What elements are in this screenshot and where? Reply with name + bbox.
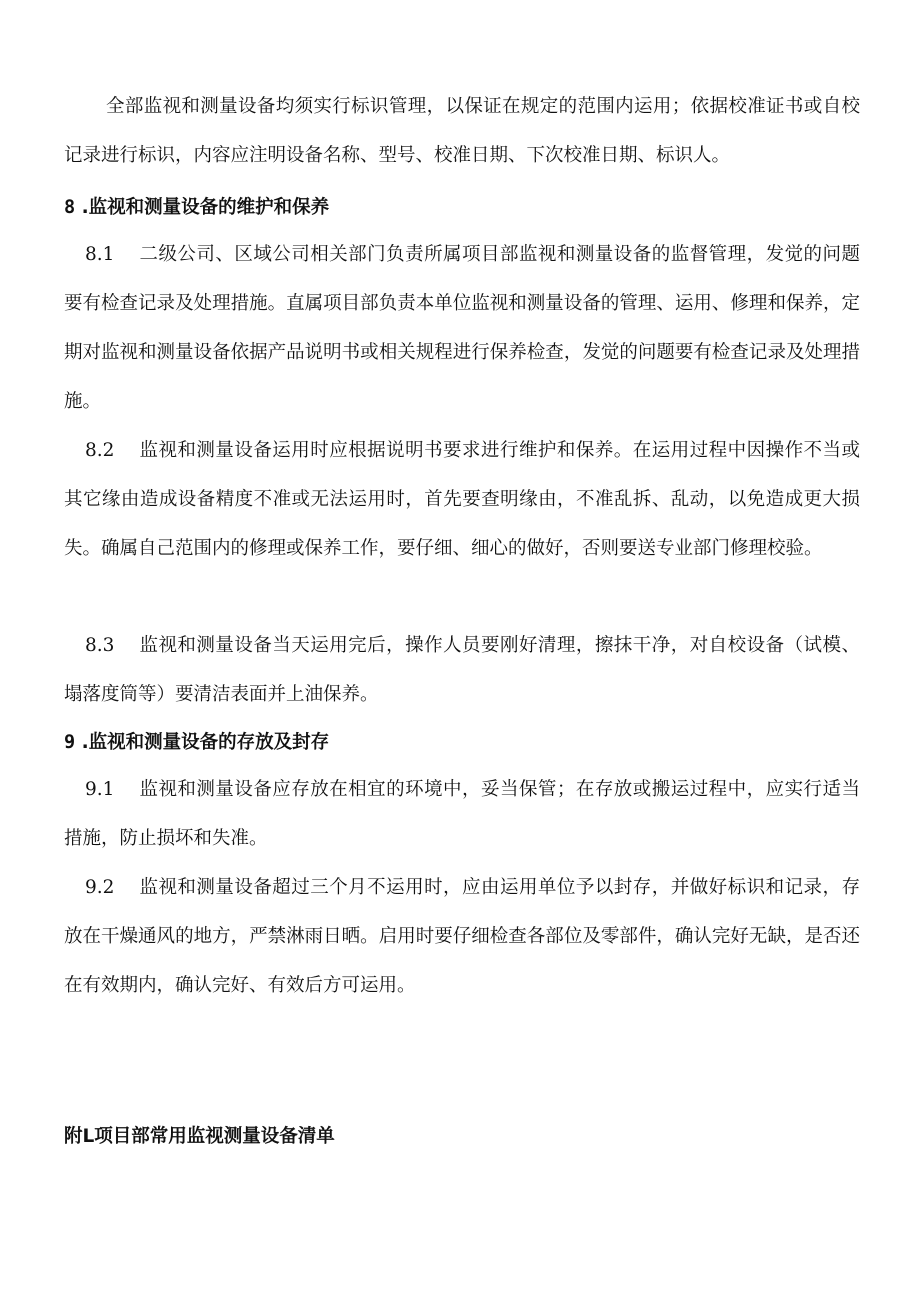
appendix-title: 附L项目部常用监视测量设备清单: [64, 1126, 335, 1147]
clause-9-1-number: 9.1: [85, 779, 115, 800]
clause-9-2: [64, 863, 860, 1010]
clause-8-1-number: 8.1: [85, 244, 115, 265]
clause-8-3-text: 监视和测量设备当天运用完后，操作人员要刚好清理，擦抹干净，对自校设备（试模、塌落度筒等）要清洁表面并上油保养。: [64, 635, 860, 705]
clause-9-1-text: 监视和测量设备应存放在相宜的环境中，妥当保管；在存放或搬运过程中，应实行适当措施，防止损坏和失准。: [64, 779, 860, 849]
clause-8-3-number: 8.3: [85, 635, 115, 656]
section-9-title: .监视和测量设备的存放及封存: [81, 732, 330, 753]
clause-8-1: [64, 230, 860, 426]
clause-8-2: [64, 426, 860, 573]
intro-paragraph: 全部监视和测量设备均须实行标识管理，以保证在规定的范围内运用；依据校准证书或自校记录进行标识，内容应注明设备名称、型号、校准日期、下次校准日期、标识人。: [64, 96, 860, 166]
section-8-title: .监视和测量设备的维护和保养: [81, 197, 330, 218]
clause-8-2-text: 监视和测量设备运用时应根据说明书要求进行维护和保养。在运用过程中因操作不当或其它缘由造成设备精度不准或无法运用时，首先要查明缘由，不准乱拆、乱动，以免造成更大损失。确属自己范围内的修理或保养工作，要仔细、细心的做好，否则要送专业部门修理校验。: [64, 440, 860, 559]
clause-8-3: [64, 621, 860, 719]
section-8-heading: [64, 193, 329, 223]
section-8-number: 8: [64, 197, 76, 218]
clause-8-1-text: 二级公司、区域公司相关部门负责所属项目部监视和测量设备的监督管理，发觉的问题要有检查记录及处理措施。直属项目部负责本单位监视和测量设备的管理、运用、修理和保养，定期对监视和测量设备依据产品说明书或相关规程进行保养检查，发觉的问题要有检查记录及处理措施。: [64, 244, 860, 412]
section-9-number: 9: [64, 732, 76, 753]
clause-9-2-text: 监视和测量设备超过三个月不运用时，应由运用单位予以封存，并做好标识和记录，存放在干燥通风的地方，严禁淋雨日晒。启用时要仔细检查各部位及零部件，确认完好无缺，是否还在有效期内，确认完好、有效后方可运用。: [64, 877, 860, 996]
clause-9-2-number: 9.2: [85, 877, 115, 898]
section-9-heading: [64, 728, 329, 758]
clause-8-2-number: 8.2: [85, 440, 115, 461]
clause-9-1: [64, 765, 860, 863]
